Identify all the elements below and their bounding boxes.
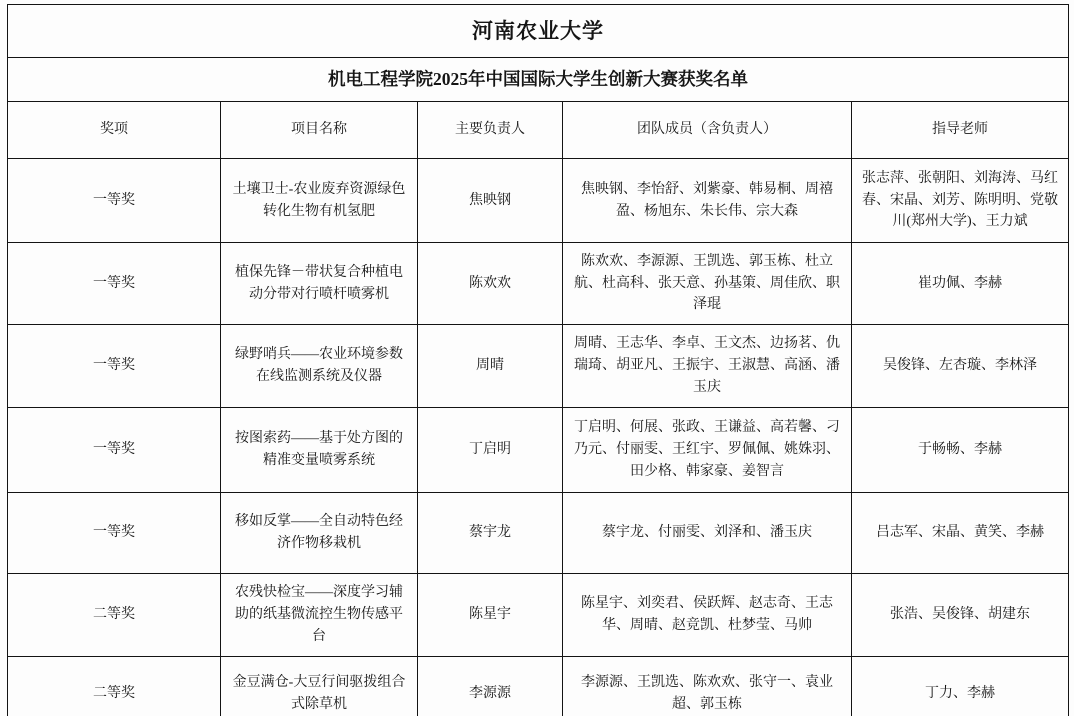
- award-cell: 二等奖: [8, 574, 221, 657]
- team-cell: 陈星宇、刘奕君、侯跃辉、赵志奇、王志华、周晴、赵竞凯、杜梦莹、马帅: [563, 574, 852, 657]
- table-row: [8, 159, 1069, 243]
- award-cell: 一等奖: [8, 243, 221, 325]
- header-leader: 主要负责人: [418, 102, 563, 159]
- table-body: [8, 159, 1069, 716]
- advisors-cell: 于畅畅、李赫: [852, 408, 1069, 493]
- header-project: 项目名称: [221, 102, 418, 159]
- team-cell: 焦映钢、李怡舒、刘紫豪、韩易桐、周禧盈、杨旭东、朱长伟、宗大森: [563, 159, 852, 243]
- leader-cell: 陈欢欢: [418, 243, 563, 325]
- team-cell: 丁启明、何展、张政、王谦益、高若馨、刁乃元、付丽雯、王红宇、罗佩佩、姚姝羽、田少格、韩家豪、姜智言: [563, 408, 852, 493]
- leader-cell: 丁启明: [418, 408, 563, 493]
- award-cell: 一等奖: [8, 493, 221, 574]
- project-cell: 移如反掌——全自动特色经济作物移栽机: [221, 493, 418, 574]
- table-row: [8, 325, 1069, 408]
- team-cell: 周晴、王志华、李卓、王文杰、边扬茗、仇瑞琦、胡亚凡、王振宇、王淑慧、高涵、潘玉庆: [563, 325, 852, 408]
- advisors-cell: 丁力、李赫: [852, 657, 1069, 716]
- leader-cell: 蔡宇龙: [418, 493, 563, 574]
- leader-cell: 周晴: [418, 325, 563, 408]
- advisors-cell: 张浩、吴俊锋、胡建东: [852, 574, 1069, 657]
- header-advisors: 指导老师: [852, 102, 1069, 159]
- advisors-cell: 崔功佩、李赫: [852, 243, 1069, 325]
- advisors-cell: 吴俊锋、左杏璇、李林泽: [852, 325, 1069, 408]
- team-cell: 陈欢欢、李源源、王凯选、郭玉栋、杜立航、杜高科、张天意、孙基策、周佳欣、职泽琨: [563, 243, 852, 325]
- column-header-row: [8, 102, 1069, 159]
- advisors-cell: 吕志军、宋晶、黄笑、李赫: [852, 493, 1069, 574]
- table-row: [8, 408, 1069, 493]
- awards-table: [7, 4, 1069, 716]
- subtitle-row: [8, 58, 1069, 102]
- leader-cell: 焦映钢: [418, 159, 563, 243]
- title-row: [8, 5, 1069, 58]
- advisors-cell: 张志萍、张朝阳、刘海涛、马红春、宋晶、刘芳、陈明明、党敬川(郑州大学)、王力斌: [852, 159, 1069, 243]
- project-cell: 绿野哨兵——农业环境参数在线监测系统及仪器: [221, 325, 418, 408]
- university-title: 河南农业大学: [8, 5, 1069, 58]
- table-row: [8, 243, 1069, 325]
- team-cell: 李源源、王凯选、陈欢欢、张守一、袁业超、郭玉栋: [563, 657, 852, 716]
- leader-cell: 陈星宇: [418, 574, 563, 657]
- project-cell: 土壤卫士-农业废弃资源绿色转化生物有机氢肥: [221, 159, 418, 243]
- award-cell: 一等奖: [8, 159, 221, 243]
- award-cell: 一等奖: [8, 408, 221, 493]
- table-row: [8, 493, 1069, 574]
- award-cell: 一等奖: [8, 325, 221, 408]
- project-cell: 按图索药——基于处方图的精准变量喷雾系统: [221, 408, 418, 493]
- header-award: 奖项: [8, 102, 221, 159]
- table-row: [8, 657, 1069, 716]
- project-cell: 农残快检宝——深度学习辅助的纸基微流控生物传感平台: [221, 574, 418, 657]
- table-row: [8, 574, 1069, 657]
- list-title: 机电工程学院2025年中国国际大学生创新大赛获奖名单: [8, 58, 1069, 102]
- document-sheet: [7, 4, 1068, 716]
- project-cell: 植保先锋－带状复合种植电动分带对行喷杆喷雾机: [221, 243, 418, 325]
- team-cell: 蔡宇龙、付丽雯、刘泽和、潘玉庆: [563, 493, 852, 574]
- header-team: 团队成员（含负责人）: [563, 102, 852, 159]
- leader-cell: 李源源: [418, 657, 563, 716]
- award-cell: 二等奖: [8, 657, 221, 716]
- project-cell: 金豆满仓-大豆行间驱拨组合式除草机: [221, 657, 418, 716]
